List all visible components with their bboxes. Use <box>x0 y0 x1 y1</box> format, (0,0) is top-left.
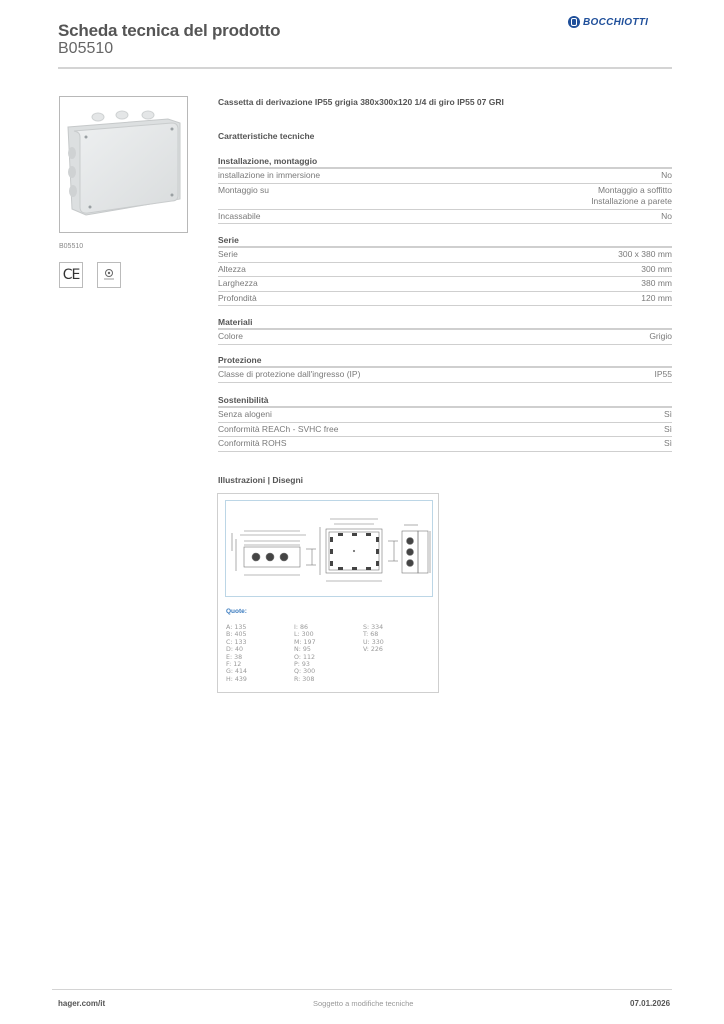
dimension-value: V: 226 <box>363 646 383 654</box>
dimension-value: G: 414 <box>226 668 248 676</box>
dimension-value: L: 300 <box>294 631 314 639</box>
page-title: Scheda tecnica del prodotto <box>58 21 281 40</box>
spec-title: Caratteristiche tecniche <box>218 131 315 141</box>
brand-logo <box>568 16 648 28</box>
spec-row <box>218 437 672 452</box>
dimension-value: B: 405 <box>226 631 247 639</box>
spec-row <box>218 210 672 225</box>
spec-row <box>218 408 672 423</box>
spec-row <box>218 169 672 184</box>
brand-logo-text: BOCCHIOTTI <box>583 16 649 28</box>
spec-value: No <box>661 210 672 221</box>
spec-label: Senza alogeni <box>218 409 272 419</box>
spec-row <box>218 423 672 438</box>
spec-row <box>218 184 672 210</box>
spec-label: Classe di protezione dall'ingresso (IP) <box>218 369 361 379</box>
spec-label: Conformità REACh - SVHC free <box>218 423 339 434</box>
junction-box-illustration <box>60 97 187 232</box>
dimension-value: P: 93 <box>294 661 310 669</box>
spec-value: No <box>661 170 672 180</box>
footer-date: 07.01.2026 <box>630 999 671 1008</box>
spec-value: Sì <box>663 409 672 419</box>
section-title: Protezione <box>218 354 672 368</box>
ce-mark-icon: CE <box>59 262 83 288</box>
spec-value-line: Montaggio a soffitto <box>597 184 672 195</box>
spec-label: Profondità <box>218 292 257 303</box>
section-installation <box>218 155 672 224</box>
illustrations-title: Illustrazioni | Disegni <box>218 475 304 485</box>
spec-row <box>218 277 672 292</box>
spec-value: Grigio <box>649 331 672 341</box>
spec-value: 120 mm <box>641 292 672 303</box>
product-code: B05510 <box>58 40 114 57</box>
dimensions-column-3 <box>363 624 384 654</box>
dimension-value: I: 86 <box>294 624 308 631</box>
section-series <box>218 234 672 306</box>
spec-label: Altezza <box>218 263 246 274</box>
spec-value: 300 x 380 mm <box>618 249 672 259</box>
spec-label: Larghezza <box>218 278 258 288</box>
dimension-value: T: 68 <box>363 631 379 639</box>
footer-divider <box>52 989 672 990</box>
dimension-value: F: 12 <box>226 661 242 669</box>
dimension-value: Q: 300 <box>294 668 316 676</box>
dimension-value: N: 95 <box>294 646 311 654</box>
dimension-value: H: 439 <box>226 675 247 683</box>
spec-label: installazione in immersione <box>218 170 321 180</box>
dimension-value: C: 133 <box>226 638 247 646</box>
dimension-value: A: 135 <box>226 624 247 631</box>
dimension-value: U: 330 <box>363 638 384 646</box>
spec-value <box>591 185 672 208</box>
section-title: Installazione, montaggio <box>218 155 672 169</box>
spec-row <box>218 368 672 383</box>
image-caption: B05510 <box>59 243 84 250</box>
dimension-value: O: 112 <box>294 653 315 661</box>
section-title: Sostenibilità <box>218 394 672 408</box>
technical-drawing <box>217 493 439 693</box>
spec-label: Conformità ROHS <box>218 438 287 448</box>
footer-website-link[interactable]: hager.com/it <box>58 999 106 1008</box>
section-protection <box>218 354 672 383</box>
section-title: Serie <box>218 234 672 248</box>
spec-row <box>218 330 672 345</box>
spec-value: IP55 <box>654 369 672 379</box>
spec-label: Incassabile <box>218 210 261 221</box>
dimensions-column-1 <box>226 624 247 683</box>
dimension-value: E: 38 <box>226 653 243 661</box>
spec-row <box>218 292 672 307</box>
product-image <box>59 96 188 233</box>
section-title: Materiali <box>218 316 672 330</box>
spec-value: 380 mm <box>641 278 672 288</box>
imq-mark-icon <box>97 262 121 288</box>
header-divider <box>58 67 672 69</box>
footer-notice: Soggetto a modifiche tecniche <box>313 999 414 1008</box>
spec-label: Colore <box>218 331 244 341</box>
dimensions-column-2 <box>294 624 316 683</box>
dimensions-label: Quote: <box>226 608 247 615</box>
spec-value: Sì <box>663 438 672 448</box>
spec-row <box>218 263 672 278</box>
spec-label: Montaggio su <box>218 184 270 195</box>
spec-value: Sì <box>663 423 672 434</box>
dimension-drawing-icon <box>226 501 432 596</box>
dimension-value: M: 197 <box>294 638 316 646</box>
spec-row <box>218 248 672 263</box>
dimension-value: S: 334 <box>363 624 384 631</box>
bocchiotti-logo-icon <box>568 16 580 28</box>
dimension-value: D: 40 <box>226 646 243 654</box>
dimension-value: R: 308 <box>294 675 315 683</box>
section-sustainability <box>218 394 672 452</box>
drawing-views <box>225 500 433 597</box>
section-materials <box>218 316 672 345</box>
spec-label: Serie <box>218 249 238 259</box>
spec-value-line: Installazione a parete <box>591 196 672 206</box>
spec-value: 300 mm <box>641 263 672 274</box>
product-description: Cassetta di derivazione IP55 grigia 380x300x120 1/4 di giro IP55 07 GRI <box>218 97 504 107</box>
